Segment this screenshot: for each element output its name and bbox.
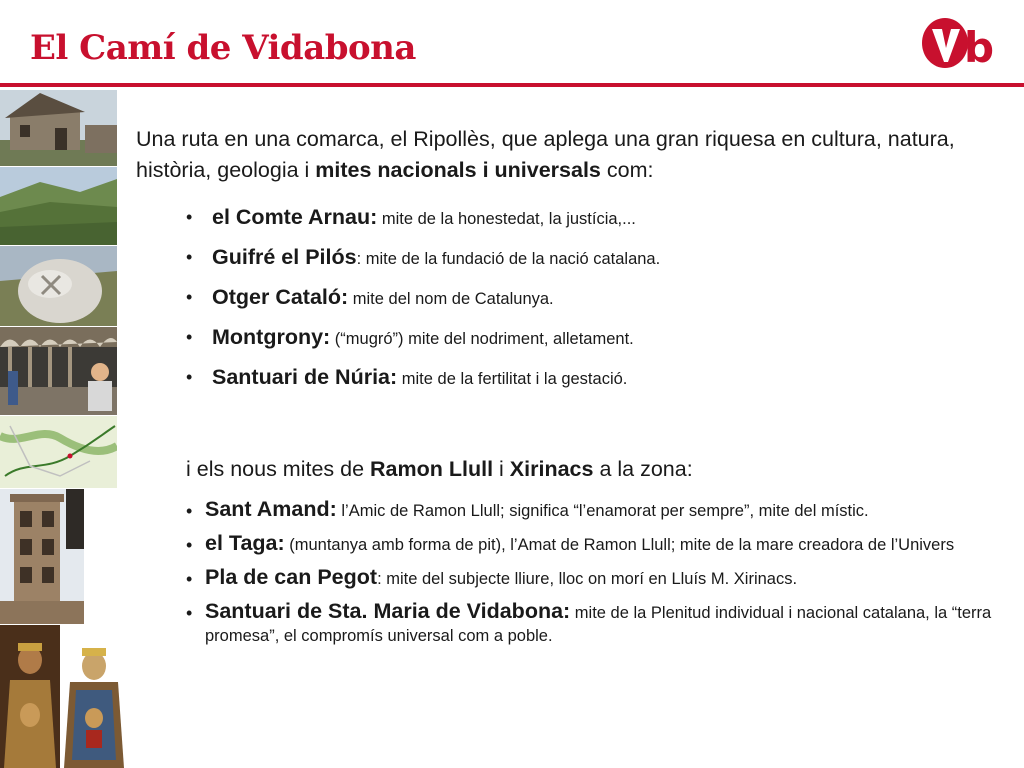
myth-description: (muntanya amb forma de pit), l’Amat de Ramon Llull; mite de la mare creadora de l’Univers [284,536,955,554]
list-item [186,361,1006,401]
myth-description: mite del nom de Catalunya. [348,290,554,308]
new-myths-list [186,498,1006,657]
subheading-part1: i els nous mites de [186,457,371,481]
myth-description: : mite de la fundació de la nació catalana. [356,250,661,268]
svg-text:b: b [964,23,995,72]
list-item [186,201,1006,241]
myth-description: mite de la honestedat, la justícia,... [377,210,636,228]
myth-name: Santuari de Núria: [212,365,398,389]
list-item [186,321,1006,361]
subheading-bold1: Ramon Llull [370,457,494,481]
myth-description: : mite del subjecte lliure, lloc on morí en Lluís M. Xirinacs. [377,570,798,588]
intro-text-part2: com: [600,158,654,182]
madonna-statue-left-photo [0,625,60,768]
list-item [186,498,1006,523]
intro-text-bold: mites nacionals i universals [315,158,601,182]
subheading-bold2: Xirinacs [509,457,594,481]
list-item [186,566,1006,591]
new-myths-heading [186,454,693,484]
list-item [186,281,1006,321]
myth-description: l’Amic de Ramon Llull; significa “l’enamorat per sempre”, mite del místic. [336,502,869,520]
list-item [186,600,1006,648]
rock-boulder-photo [0,246,117,326]
subheading-part2: i [493,457,510,481]
myth-name: Pla de can Pegot [205,565,378,589]
bell-tower-photo [0,489,84,624]
myth-description: (“mugró”) mite del nodriment, alletament. [330,330,634,348]
vidabona-logo [918,16,1006,72]
madonna-statue-right-photo [62,640,126,768]
page-title: El Camí de Vidabona [30,28,416,68]
myth-description: mite de la Plenitud individual i nacional catalana, la “terra promesa”, el compromís universal com a poble. [205,604,992,645]
myth-name: Montgrony: [212,325,331,349]
title-divider [0,83,1024,87]
mountain-meadow-photo [0,167,117,245]
cloister-photo [0,327,117,415]
list-item [186,241,1006,281]
intro-text-part1: Una ruta en una comarca, el Ripollès, que aplega una gran riquesa en cultura, natura, història, geologia i [136,127,955,182]
myth-name: Santuari de Sta. Maria de Vidabona: [205,599,571,623]
list-item [186,532,1006,557]
myth-description: mite de la fertilitat i la gestació. [397,370,628,388]
subheading-part3: a la zona: [593,457,693,481]
myth-name: Sant Amand: [205,497,337,521]
myths-list [186,201,1006,401]
stone-house-photo [0,90,117,166]
photo-strip [0,90,128,768]
intro-paragraph [136,124,1006,186]
myth-name: el Taga: [205,531,285,555]
myth-name: Otger Cataló: [212,285,349,309]
myth-name: el Comte Arnau: [212,205,378,229]
route-map-photo [0,416,117,488]
myth-name: Guifré el Pilós [212,245,357,269]
